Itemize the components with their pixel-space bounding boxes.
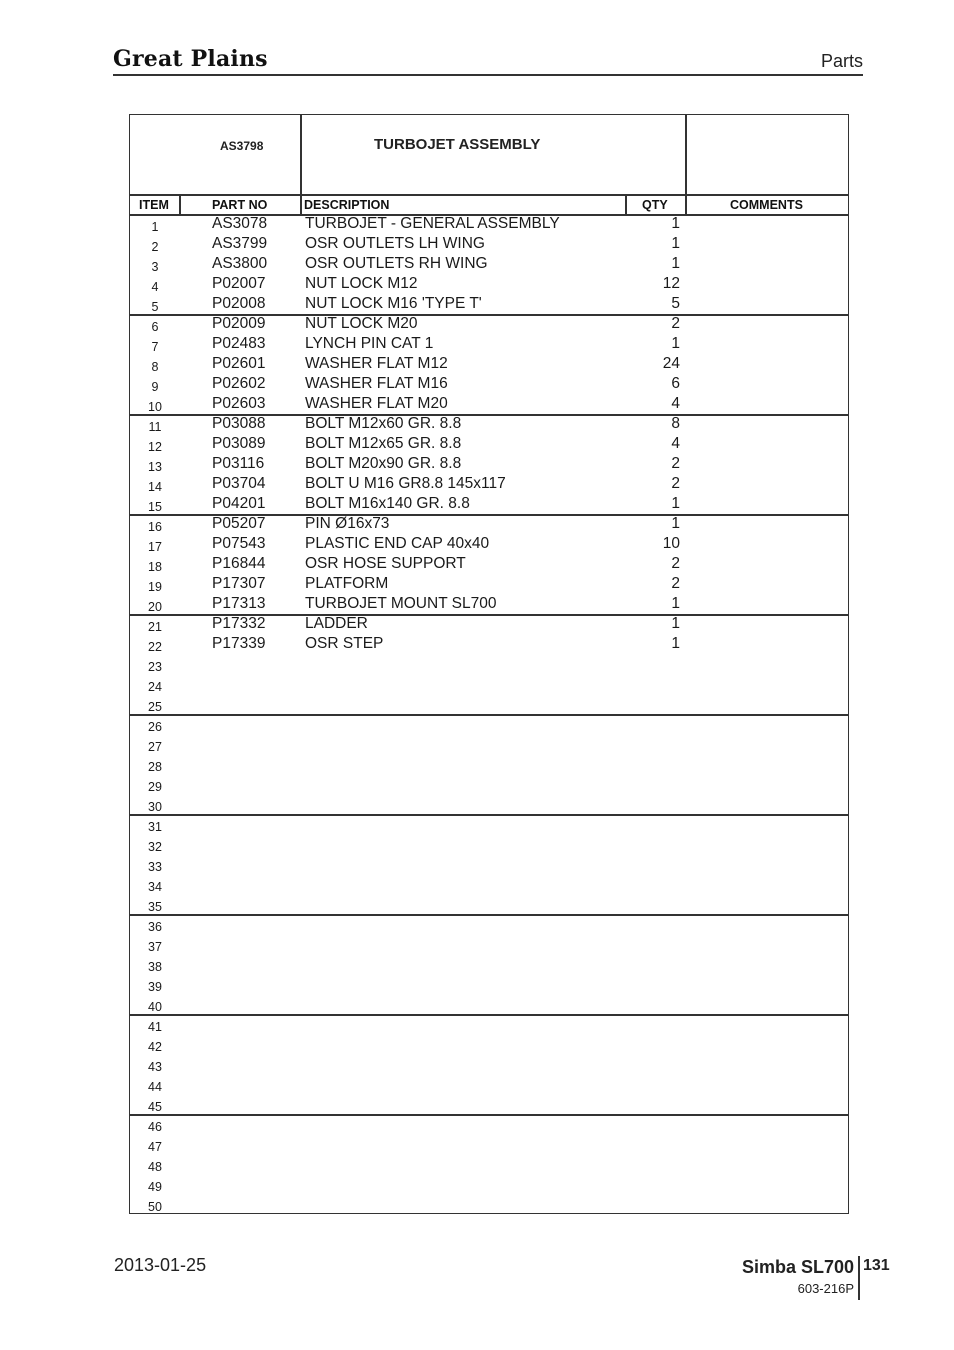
divider-item <box>179 195 181 215</box>
row-quantity: 6 <box>671 375 680 392</box>
row-item-number: 35 <box>148 900 162 914</box>
divider-qty <box>685 115 687 215</box>
table-row <box>130 555 848 575</box>
table-row <box>130 695 848 715</box>
row-item-number: 32 <box>148 840 162 854</box>
row-item-number: 40 <box>148 1000 162 1014</box>
divider-part <box>300 115 302 215</box>
table-row <box>130 335 848 355</box>
row-item-number: 43 <box>148 1060 162 1074</box>
row-quantity: 24 <box>662 355 680 372</box>
row-description: PIN Ø16x73 <box>305 515 390 532</box>
row-item-number: 42 <box>148 1040 162 1054</box>
row-quantity: 1 <box>671 235 680 252</box>
table-row <box>130 575 848 595</box>
row-description: OSR STEP <box>305 635 384 652</box>
row-item-number: 36 <box>148 920 162 934</box>
table-row <box>130 955 848 975</box>
row-description: OSR OUTLETS RH WING <box>305 255 488 272</box>
table-row <box>130 875 848 895</box>
page-number: 131 <box>863 1257 890 1274</box>
row-part-number: AS3078 <box>212 215 268 232</box>
table-row <box>130 515 848 535</box>
row-quantity: 1 <box>671 615 680 632</box>
row-part-number: P17339 <box>212 635 266 652</box>
table-row <box>130 835 848 855</box>
header-rule <box>113 74 863 76</box>
table-row <box>130 615 848 635</box>
table-row <box>130 595 848 615</box>
divider-desc <box>625 195 627 215</box>
row-item-number: 14 <box>148 480 162 494</box>
row-item-number: 48 <box>148 1160 162 1174</box>
row-description: WASHER FLAT M12 <box>305 355 448 372</box>
row-description: NUT LOCK M12 <box>305 275 418 292</box>
row-part-number: P16844 <box>212 555 266 572</box>
row-description: WASHER FLAT M16 <box>305 375 448 392</box>
table-row <box>130 895 848 915</box>
section-label: Parts <box>820 51 863 71</box>
table-row <box>130 495 848 515</box>
table-row <box>130 215 848 235</box>
row-part-number: P02602 <box>212 375 266 392</box>
table-row <box>130 395 848 415</box>
row-item-number: 11 <box>148 420 162 434</box>
row-item-number: 23 <box>148 660 162 674</box>
row-part-number: P02483 <box>212 335 266 352</box>
row-part-number: P17313 <box>212 595 266 612</box>
row-part-number: P02603 <box>212 395 266 412</box>
row-item-number: 1 <box>151 220 159 234</box>
table-row <box>130 995 848 1015</box>
row-description: NUT LOCK M20 <box>305 315 418 332</box>
row-part-number: P02009 <box>212 315 266 332</box>
table-row <box>130 315 848 335</box>
row-item-number: 10 <box>148 400 162 414</box>
table-row <box>130 755 848 775</box>
table-row <box>130 435 848 455</box>
row-item-number: 13 <box>148 460 162 474</box>
row-part-number: AS3799 <box>212 235 268 252</box>
row-item-number: 49 <box>148 1180 162 1194</box>
row-quantity: 1 <box>671 495 680 512</box>
table-row <box>130 715 848 735</box>
row-item-number: 12 <box>148 440 162 454</box>
table-row <box>130 1175 848 1195</box>
table-row <box>130 1055 848 1075</box>
table-row <box>130 375 848 395</box>
row-item-number: 47 <box>148 1140 162 1154</box>
table-row <box>130 795 848 815</box>
row-part-number: P17307 <box>212 575 266 592</box>
table-row <box>130 1155 848 1175</box>
row-part-number: P05207 <box>212 515 266 532</box>
row-quantity: 1 <box>671 335 680 352</box>
row-description: LYNCH PIN CAT 1 <box>305 335 434 352</box>
row-description: OSR HOSE SUPPORT <box>305 555 466 572</box>
table-row <box>130 1035 848 1055</box>
table-row <box>130 655 848 675</box>
table-row <box>130 475 848 495</box>
table-row <box>130 535 848 555</box>
header-divider <box>130 194 848 196</box>
row-quantity: 5 <box>671 295 680 312</box>
row-item-number: 22 <box>148 640 162 654</box>
table-row <box>130 355 848 375</box>
row-description: NUT LOCK M16 'TYPE T' <box>305 295 482 312</box>
footer-model: Simba SL700 <box>741 1257 854 1277</box>
row-item-number: 19 <box>148 580 162 594</box>
row-item-number: 27 <box>148 740 162 754</box>
row-item-number: 6 <box>151 320 159 334</box>
row-item-number: 34 <box>148 880 162 894</box>
row-description: BOLT M20x90 GR. 8.8 <box>305 455 462 472</box>
row-quantity: 1 <box>671 635 680 652</box>
table-row <box>130 1015 848 1035</box>
row-quantity: 1 <box>671 255 680 272</box>
assembly-title: TURBOJET ASSEMBLY <box>374 136 541 153</box>
table-row <box>130 675 848 695</box>
row-item-number: 17 <box>148 540 162 554</box>
table-row <box>130 735 848 755</box>
row-item-number: 21 <box>148 620 162 634</box>
row-quantity: 2 <box>671 475 680 492</box>
row-item-number: 5 <box>151 300 159 314</box>
row-description: OSR OUTLETS LH WING <box>305 235 485 252</box>
row-description: LADDER <box>305 615 368 632</box>
row-quantity: 12 <box>662 275 680 292</box>
column-header-description: DESCRIPTION <box>304 198 390 212</box>
row-item-number: 26 <box>148 720 162 734</box>
row-part-number: P03704 <box>212 475 266 492</box>
row-quantity: 2 <box>671 315 680 332</box>
row-part-number: P03088 <box>212 415 266 432</box>
row-part-number: P17332 <box>212 615 266 632</box>
table-row <box>130 935 848 955</box>
row-item-number: 25 <box>148 700 162 714</box>
table-row <box>130 235 848 255</box>
row-quantity: 1 <box>671 215 680 232</box>
row-item-number: 2 <box>151 240 159 254</box>
table-row <box>130 1195 848 1215</box>
row-part-number: AS3800 <box>212 255 268 272</box>
row-part-number: P07543 <box>212 535 266 552</box>
column-header-comments: COMMENTS <box>730 198 803 212</box>
row-item-number: 39 <box>148 980 162 994</box>
row-item-number: 31 <box>148 820 162 834</box>
table-row <box>130 775 848 795</box>
column-header-part-no: PART NO <box>212 198 268 212</box>
row-description: BOLT M12x60 GR. 8.8 <box>305 415 462 432</box>
row-item-number: 29 <box>148 780 162 794</box>
row-item-number: 24 <box>148 680 162 694</box>
table-row <box>130 1135 848 1155</box>
row-part-number: P03089 <box>212 435 266 452</box>
row-item-number: 44 <box>148 1080 162 1094</box>
footer-divider <box>858 1256 860 1300</box>
row-quantity: 10 <box>662 535 680 552</box>
table-row <box>130 635 848 655</box>
row-part-number: P02008 <box>212 295 266 312</box>
row-part-number: P03116 <box>212 455 265 472</box>
document-code: 603-216P <box>797 1281 854 1296</box>
row-quantity: 1 <box>671 595 680 612</box>
row-item-number: 46 <box>148 1120 162 1134</box>
table-row <box>130 915 848 935</box>
row-item-number: 7 <box>151 340 159 354</box>
table-row <box>130 415 848 435</box>
row-item-number: 9 <box>151 380 159 394</box>
row-item-number: 28 <box>148 760 162 774</box>
row-item-number: 45 <box>148 1100 162 1114</box>
table-row <box>130 1075 848 1095</box>
row-quantity: 4 <box>671 435 680 452</box>
row-item-number: 41 <box>148 1020 162 1034</box>
table-row <box>130 1095 848 1115</box>
column-header-item: ITEM <box>139 198 169 212</box>
row-quantity: 2 <box>671 555 680 572</box>
brand-logo: Great Plains <box>113 46 268 72</box>
column-header-qty: QTY <box>642 198 668 212</box>
row-quantity: 8 <box>671 415 680 432</box>
row-item-number: 16 <box>148 520 162 534</box>
parts-table <box>129 114 849 1214</box>
assembly-code: AS3798 <box>220 139 264 153</box>
table-row <box>130 455 848 475</box>
footer-date: 2013-01-25 <box>114 1255 207 1275</box>
row-description: TURBOJET - GENERAL ASSEMBLY <box>305 215 560 232</box>
row-part-number: P04201 <box>212 495 266 512</box>
table-row <box>130 295 848 315</box>
table-row <box>130 815 848 835</box>
row-quantity: 2 <box>671 455 680 472</box>
row-description: TURBOJET MOUNT SL700 <box>305 595 497 612</box>
row-item-number: 20 <box>148 600 162 614</box>
row-quantity: 2 <box>671 575 680 592</box>
table-row <box>130 1115 848 1135</box>
row-quantity: 4 <box>671 395 680 412</box>
row-description: BOLT M12x65 GR. 8.8 <box>305 435 462 452</box>
row-item-number: 18 <box>148 560 162 574</box>
row-description: WASHER FLAT M20 <box>305 395 448 412</box>
row-part-number: P02601 <box>212 355 266 372</box>
table-row <box>130 275 848 295</box>
table-row <box>130 975 848 995</box>
row-description: BOLT U M16 GR8.8 145x117 <box>305 475 506 492</box>
row-item-number: 15 <box>148 500 162 514</box>
row-description: BOLT M16x140 GR. 8.8 <box>305 495 470 512</box>
row-quantity: 1 <box>671 515 680 532</box>
row-item-number: 38 <box>148 960 162 974</box>
row-item-number: 4 <box>151 280 159 294</box>
table-row <box>130 855 848 875</box>
row-item-number: 37 <box>148 940 162 954</box>
row-item-number: 50 <box>148 1200 162 1214</box>
row-item-number: 3 <box>151 260 159 274</box>
table-row <box>130 255 848 275</box>
row-item-number: 33 <box>148 860 162 874</box>
row-item-number: 8 <box>151 360 159 374</box>
row-description: PLASTIC END CAP 40x40 <box>305 535 490 552</box>
row-description: PLATFORM <box>305 575 389 592</box>
row-part-number: P02007 <box>212 275 266 292</box>
row-item-number: 30 <box>148 800 162 814</box>
